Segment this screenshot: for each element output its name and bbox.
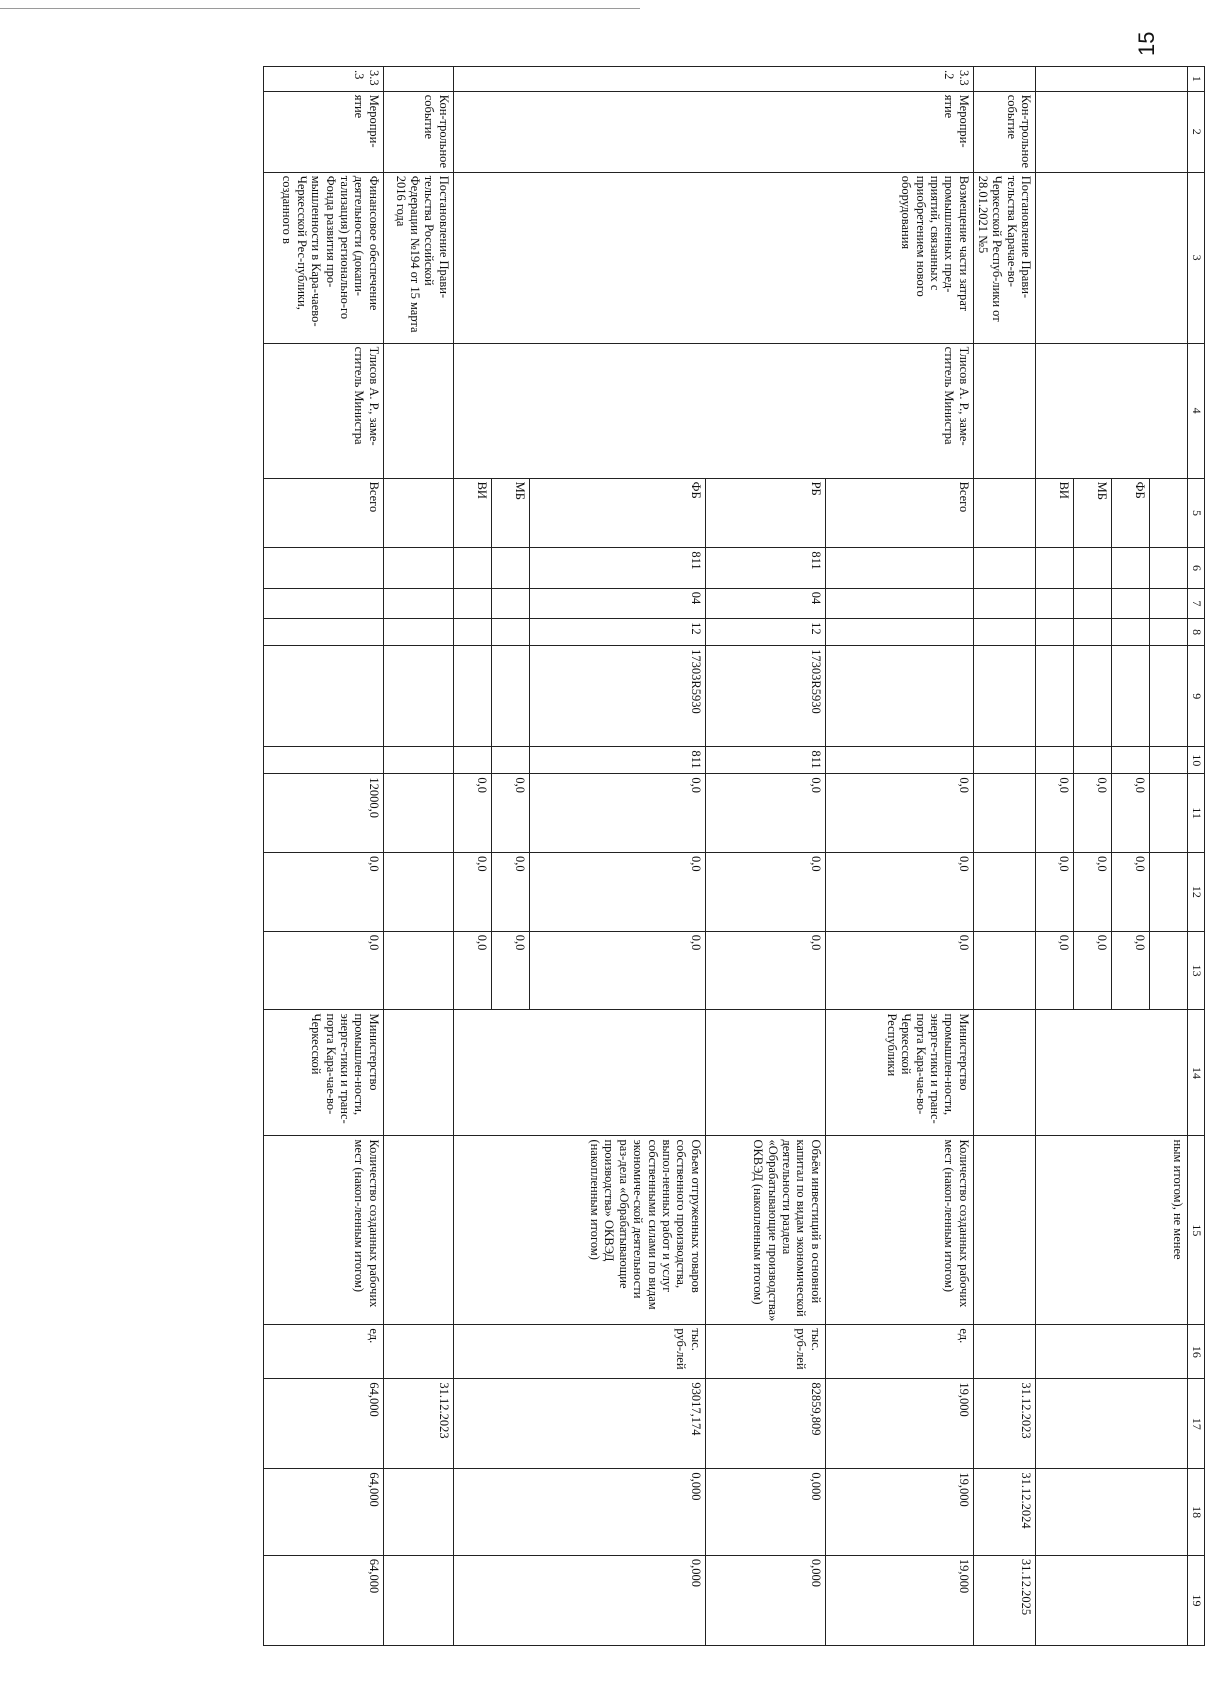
unit-cell: ед. bbox=[825, 1325, 973, 1379]
col-header: 9 bbox=[1188, 646, 1205, 747]
amount-cell: 0,0 bbox=[1036, 931, 1074, 1010]
col-header: 7 bbox=[1188, 588, 1205, 618]
code-cell: 811 bbox=[529, 747, 705, 774]
description-cell: Возмещение части затрат промышленных пред-приятий, связанных с приобретением нового оборудования bbox=[453, 172, 973, 343]
amount-cell: 0,0 bbox=[263, 931, 383, 1010]
value-cell: 82859,809 bbox=[705, 1379, 825, 1469]
amount-cell: 0,0 bbox=[529, 931, 705, 1010]
program-table bbox=[263, 66, 1205, 1646]
col-header: 2 bbox=[1188, 91, 1205, 172]
responsible-cell: Тлисов А. Р., заме-ститель Министра bbox=[453, 343, 973, 478]
col-header: 14 bbox=[1188, 1010, 1205, 1136]
code-cell: 811 bbox=[705, 548, 825, 588]
amount-cell: 0,0 bbox=[1036, 853, 1074, 932]
date-cell: 31.12.2023 bbox=[383, 1379, 453, 1469]
source-cell: РБ bbox=[705, 478, 825, 548]
top-rule bbox=[0, 8, 640, 9]
control-event-row bbox=[973, 67, 1036, 1646]
amount-cell: 12000,0 bbox=[263, 774, 383, 853]
col-header: 15 bbox=[1188, 1136, 1205, 1325]
value-cell: 64,000 bbox=[263, 1379, 383, 1469]
value-cell: 64,000 bbox=[263, 1555, 383, 1645]
amount-cell: 0,0 bbox=[491, 931, 529, 1010]
amount-cell: 0,0 bbox=[825, 774, 973, 853]
source-cell: Всего bbox=[263, 478, 383, 548]
value-cell: 0,000 bbox=[705, 1555, 825, 1645]
measure-row bbox=[825, 67, 973, 1646]
source-cell: ВИ bbox=[453, 478, 491, 548]
amount-cell: 0,0 bbox=[529, 774, 705, 853]
col-header: 17 bbox=[1188, 1379, 1205, 1469]
amount-cell: 0,0 bbox=[1074, 774, 1112, 853]
rotated-table-container bbox=[95, 66, 1205, 1646]
amount-cell: 0,0 bbox=[1112, 853, 1150, 932]
amount-cell: 0,0 bbox=[491, 853, 529, 932]
amount-cell: 0,0 bbox=[1074, 853, 1112, 932]
code-cell: 17303R5930 bbox=[529, 646, 705, 747]
col-header: 13 bbox=[1188, 931, 1205, 1010]
date-cell: 31.12.2024 bbox=[973, 1469, 1036, 1556]
table-row bbox=[1150, 67, 1188, 1646]
col-header: 18 bbox=[1188, 1469, 1205, 1556]
col-header: 19 bbox=[1188, 1555, 1205, 1645]
amount-cell: 0,0 bbox=[1036, 774, 1074, 853]
code-cell: 04 bbox=[529, 588, 705, 618]
date-cell: 31.12.2025 bbox=[973, 1555, 1036, 1645]
row-type-cell: Меропри-ятие bbox=[263, 91, 383, 172]
source-cell: ВИ bbox=[1036, 478, 1074, 548]
value-cell: 64,000 bbox=[263, 1469, 383, 1556]
col-header: 4 bbox=[1188, 343, 1205, 478]
source-cell: МБ bbox=[491, 478, 529, 548]
col-header: 5 bbox=[1188, 478, 1205, 548]
indicator-cell: Количество созданных рабочих мест (накоп-ленным итогом) bbox=[263, 1136, 383, 1325]
source-cell: МБ bbox=[1074, 478, 1112, 548]
code-cell: 811 bbox=[529, 548, 705, 588]
value-cell: 93017,174 bbox=[453, 1379, 705, 1469]
value-cell: 0,000 bbox=[453, 1555, 705, 1645]
code-cell: 17303R5930 bbox=[705, 646, 825, 747]
row-type-cell: Кон-трольное событие bbox=[383, 91, 453, 172]
col-header: 3 bbox=[1188, 172, 1205, 343]
amount-cell: 0,0 bbox=[529, 853, 705, 932]
unit-cell: тыс. руб-лей bbox=[453, 1325, 705, 1379]
indicator-cell: Объём инвестиций в основной капитал по видам экономической деятельности раздела «Обрабатывающие производства» ОКВЭД (накопленным итогом) bbox=[705, 1136, 825, 1325]
amount-cell: 0,0 bbox=[1074, 931, 1112, 1010]
amount-cell: 0,0 bbox=[491, 774, 529, 853]
col-header: 11 bbox=[1188, 774, 1205, 853]
amount-cell: 0,0 bbox=[705, 774, 825, 853]
indicator-cell: ным итогом), не менее bbox=[1036, 1136, 1188, 1325]
row-number-cell: 3.3.2 bbox=[453, 67, 973, 92]
executor-cell: Министерство промышлен-ности, энерге-тики и транс-порта Кара-чае-во-Черкесской Республики bbox=[825, 1010, 973, 1136]
indicator-cell: Объем отгруженных товаров собственного производства, выпол-ненных работ и услуг собственными силами по видам экономиче-ской деятельности раз-дела «Обрабатывающие производства» ОКВЭД (накопленным итогом) bbox=[453, 1136, 705, 1325]
value-cell: 19,000 bbox=[825, 1379, 973, 1469]
code-cell: 12 bbox=[705, 619, 825, 646]
row-type-cell: Кон-трольное событие bbox=[973, 91, 1036, 172]
description-cell: Финансовое обеспечение деятельности (докапи-тализация) регионально-го Фонда развития про-мышленности в Кара-чаево-Черкесской Рес-публики, созданного в bbox=[263, 172, 383, 343]
col-header: 8 bbox=[1188, 619, 1205, 646]
value-cell: 0,000 bbox=[453, 1469, 705, 1556]
description-cell: Постановление Прави-тельства Российской Федерации №194 от 15 марта 2016 года bbox=[383, 172, 453, 343]
code-cell: 12 bbox=[529, 619, 705, 646]
value-cell: 19,000 bbox=[825, 1555, 973, 1645]
control-event-row bbox=[383, 67, 453, 1646]
executor-cell: Министерство промышлен-ности, энерге-тики и транс-порта Кара-чае-во-Черкесской bbox=[263, 1010, 383, 1136]
amount-cell: 0,0 bbox=[825, 853, 973, 932]
amount-cell: 0,0 bbox=[263, 853, 383, 932]
code-cell: 04 bbox=[705, 588, 825, 618]
code-cell: 811 bbox=[705, 747, 825, 774]
amount-cell: 0,0 bbox=[453, 931, 491, 1010]
col-header: 1 bbox=[1188, 67, 1205, 92]
source-cell: ФБ bbox=[1112, 478, 1150, 548]
value-cell: 19,000 bbox=[825, 1469, 973, 1556]
col-header: 16 bbox=[1188, 1325, 1205, 1379]
amount-cell: 0,0 bbox=[1112, 931, 1150, 1010]
description-cell: Постановление Прави-тельства Карачае-во-Черкесской Респуб-лики от 28.01.2021 №5 bbox=[973, 172, 1036, 343]
source-cell: ФБ bbox=[529, 478, 705, 548]
amount-cell: 0,0 bbox=[1112, 774, 1150, 853]
unit-cell: ед. bbox=[263, 1325, 383, 1379]
amount-cell: 0,0 bbox=[705, 931, 825, 1010]
source-cell: Всего bbox=[825, 478, 973, 548]
responsible-cell: Тлисов А. Р., заме-ститель Министра bbox=[263, 343, 383, 478]
amount-cell: 0,0 bbox=[705, 853, 825, 932]
page-number: 15 bbox=[1134, 31, 1159, 56]
measure-row bbox=[263, 67, 383, 1646]
date-cell: 31.12.2023 bbox=[973, 1379, 1036, 1469]
amount-cell: 0,0 bbox=[825, 931, 973, 1010]
amount-cell: 0,0 bbox=[453, 774, 491, 853]
col-header: 6 bbox=[1188, 548, 1205, 588]
col-header: 10 bbox=[1188, 747, 1205, 774]
unit-cell: тыс. руб-лей bbox=[705, 1325, 825, 1379]
row-number-cell: 3.3.3 bbox=[263, 67, 383, 92]
col-header: 12 bbox=[1188, 853, 1205, 932]
column-number-row bbox=[1188, 67, 1205, 1646]
row-type-cell: Меропри-ятие bbox=[453, 91, 973, 172]
value-cell: 0,000 bbox=[705, 1469, 825, 1556]
amount-cell: 0,0 bbox=[453, 853, 491, 932]
indicator-cell: Количество созданных рабочих мест (накоп-ленным итогом) bbox=[825, 1136, 973, 1325]
